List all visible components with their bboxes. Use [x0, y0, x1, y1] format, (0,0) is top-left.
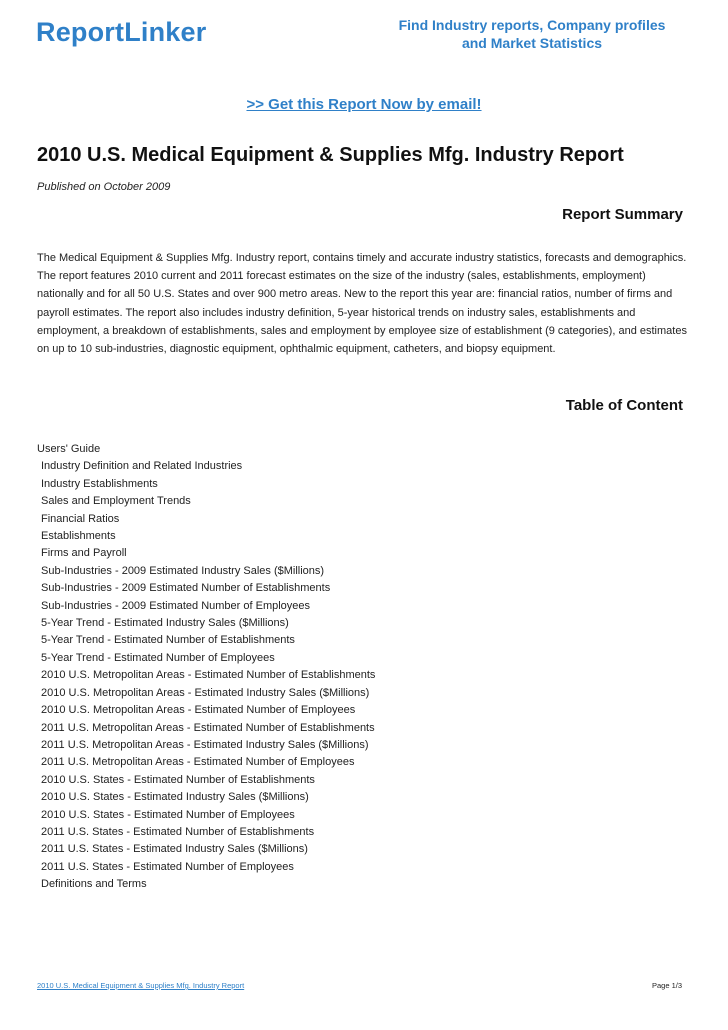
toc-item: 2010 U.S. States - Estimated Number of Employees	[41, 808, 295, 821]
toc-item: Sales and Employment Trends	[41, 495, 191, 508]
toc-item: Definitions and Terms	[41, 878, 147, 891]
report-title: 2010 U.S. Medical Equipment & Supplies Mfg. Industry Report	[37, 144, 624, 166]
reportlinker-logo[interactable]: ReportLinker	[36, 17, 207, 47]
toc-item: 2010 U.S. Metropolitan Areas - Estimated Number of Establishments	[41, 669, 376, 682]
toc-item: 2011 U.S. States - Estimated Number of Employees	[41, 860, 294, 873]
toc-item: Industry Establishments	[41, 477, 158, 490]
toc-item: Financial Ratios	[41, 512, 120, 525]
toc-item: 2011 U.S. States - Estimated Number of Establishments	[41, 825, 315, 838]
toc-item: 2011 U.S. States - Estimated Industry Sales ($Millions)	[41, 843, 308, 856]
published-date: Published on October 2009	[37, 181, 171, 193]
toc-item: 2010 U.S. States - Estimated Industry Sales ($Millions)	[41, 791, 309, 804]
toc-item: Establishments	[41, 530, 116, 543]
get-report-email-link[interactable]: >> Get this Report Now by email!	[246, 96, 482, 113]
toc-item: 2011 U.S. Metropolitan Areas - Estimated Number of Establishments	[41, 721, 375, 734]
toc-item: Sub-Industries - 2009 Estimated Industry Sales ($Millions)	[41, 564, 325, 577]
toc-item: 2010 U.S. States - Estimated Number of Establishments	[41, 773, 315, 786]
toc-item: 5-Year Trend - Estimated Industry Sales ($Millions)	[41, 617, 289, 630]
tagline-line-2: and Market Statistics	[461, 35, 603, 51]
report-summary-text: The Medical Equipment & Supplies Mfg. Industry report, contains timely and accurate industry statistics, forecasts and demographics. The report features 2010 current and 2011 forecast estimates on the size of the industry (sales, establishments, employment) nationally and for all 50 U.S. States and over 900 metro areas. New to the report this year are: financial ratios, number of firms and payroll estimates. The report also includes industry definition, 5-year historical trends on industry sales, establishments and employment, a breakdown of establishments, sales and employment by employee size of establishment (9 categories), and estimates on up to 10 sub-industries, diagnostic equipment, ophthalmic equipment, catheters, and biopsy equipment.	[37, 252, 687, 356]
toc-item: Sub-Industries - 2009 Estimated Number of Establishments	[41, 582, 331, 595]
tagline-line-1: Find Industry reports, Company profiles	[398, 17, 666, 33]
toc-item: Firms and Payroll	[41, 547, 127, 560]
page-number: Page 1/3	[651, 981, 682, 990]
toc-item: 2010 U.S. Metropolitan Areas - Estimated Number of Employees	[41, 704, 356, 717]
toc-item: 5-Year Trend - Estimated Number of Establishments	[41, 634, 295, 647]
toc-item: 2010 U.S. Metropolitan Areas - Estimated Industry Sales ($Millions)	[41, 686, 370, 699]
toc-item: Industry Definition and Related Industries	[41, 460, 243, 473]
table-of-content-heading: Table of Content	[565, 397, 683, 414]
header-tagline	[382, 16, 682, 52]
toc-item: 2011 U.S. Metropolitan Areas - Estimated Number of Employees	[41, 756, 355, 769]
footer-report-link[interactable]: 2010 U.S. Medical Equipment & Supplies Mfg. Industry Report	[37, 981, 245, 990]
toc-item: Sub-Industries - 2009 Estimated Number of Employees	[41, 599, 311, 612]
report-summary-heading: Report Summary	[562, 206, 683, 223]
toc-item: 5-Year Trend - Estimated Number of Employees	[41, 651, 275, 664]
table-of-content-list	[37, 441, 375, 894]
toc-item: Users' Guide	[37, 443, 101, 455]
toc-item: 2011 U.S. Metropolitan Areas - Estimated Industry Sales ($Millions)	[41, 738, 369, 751]
